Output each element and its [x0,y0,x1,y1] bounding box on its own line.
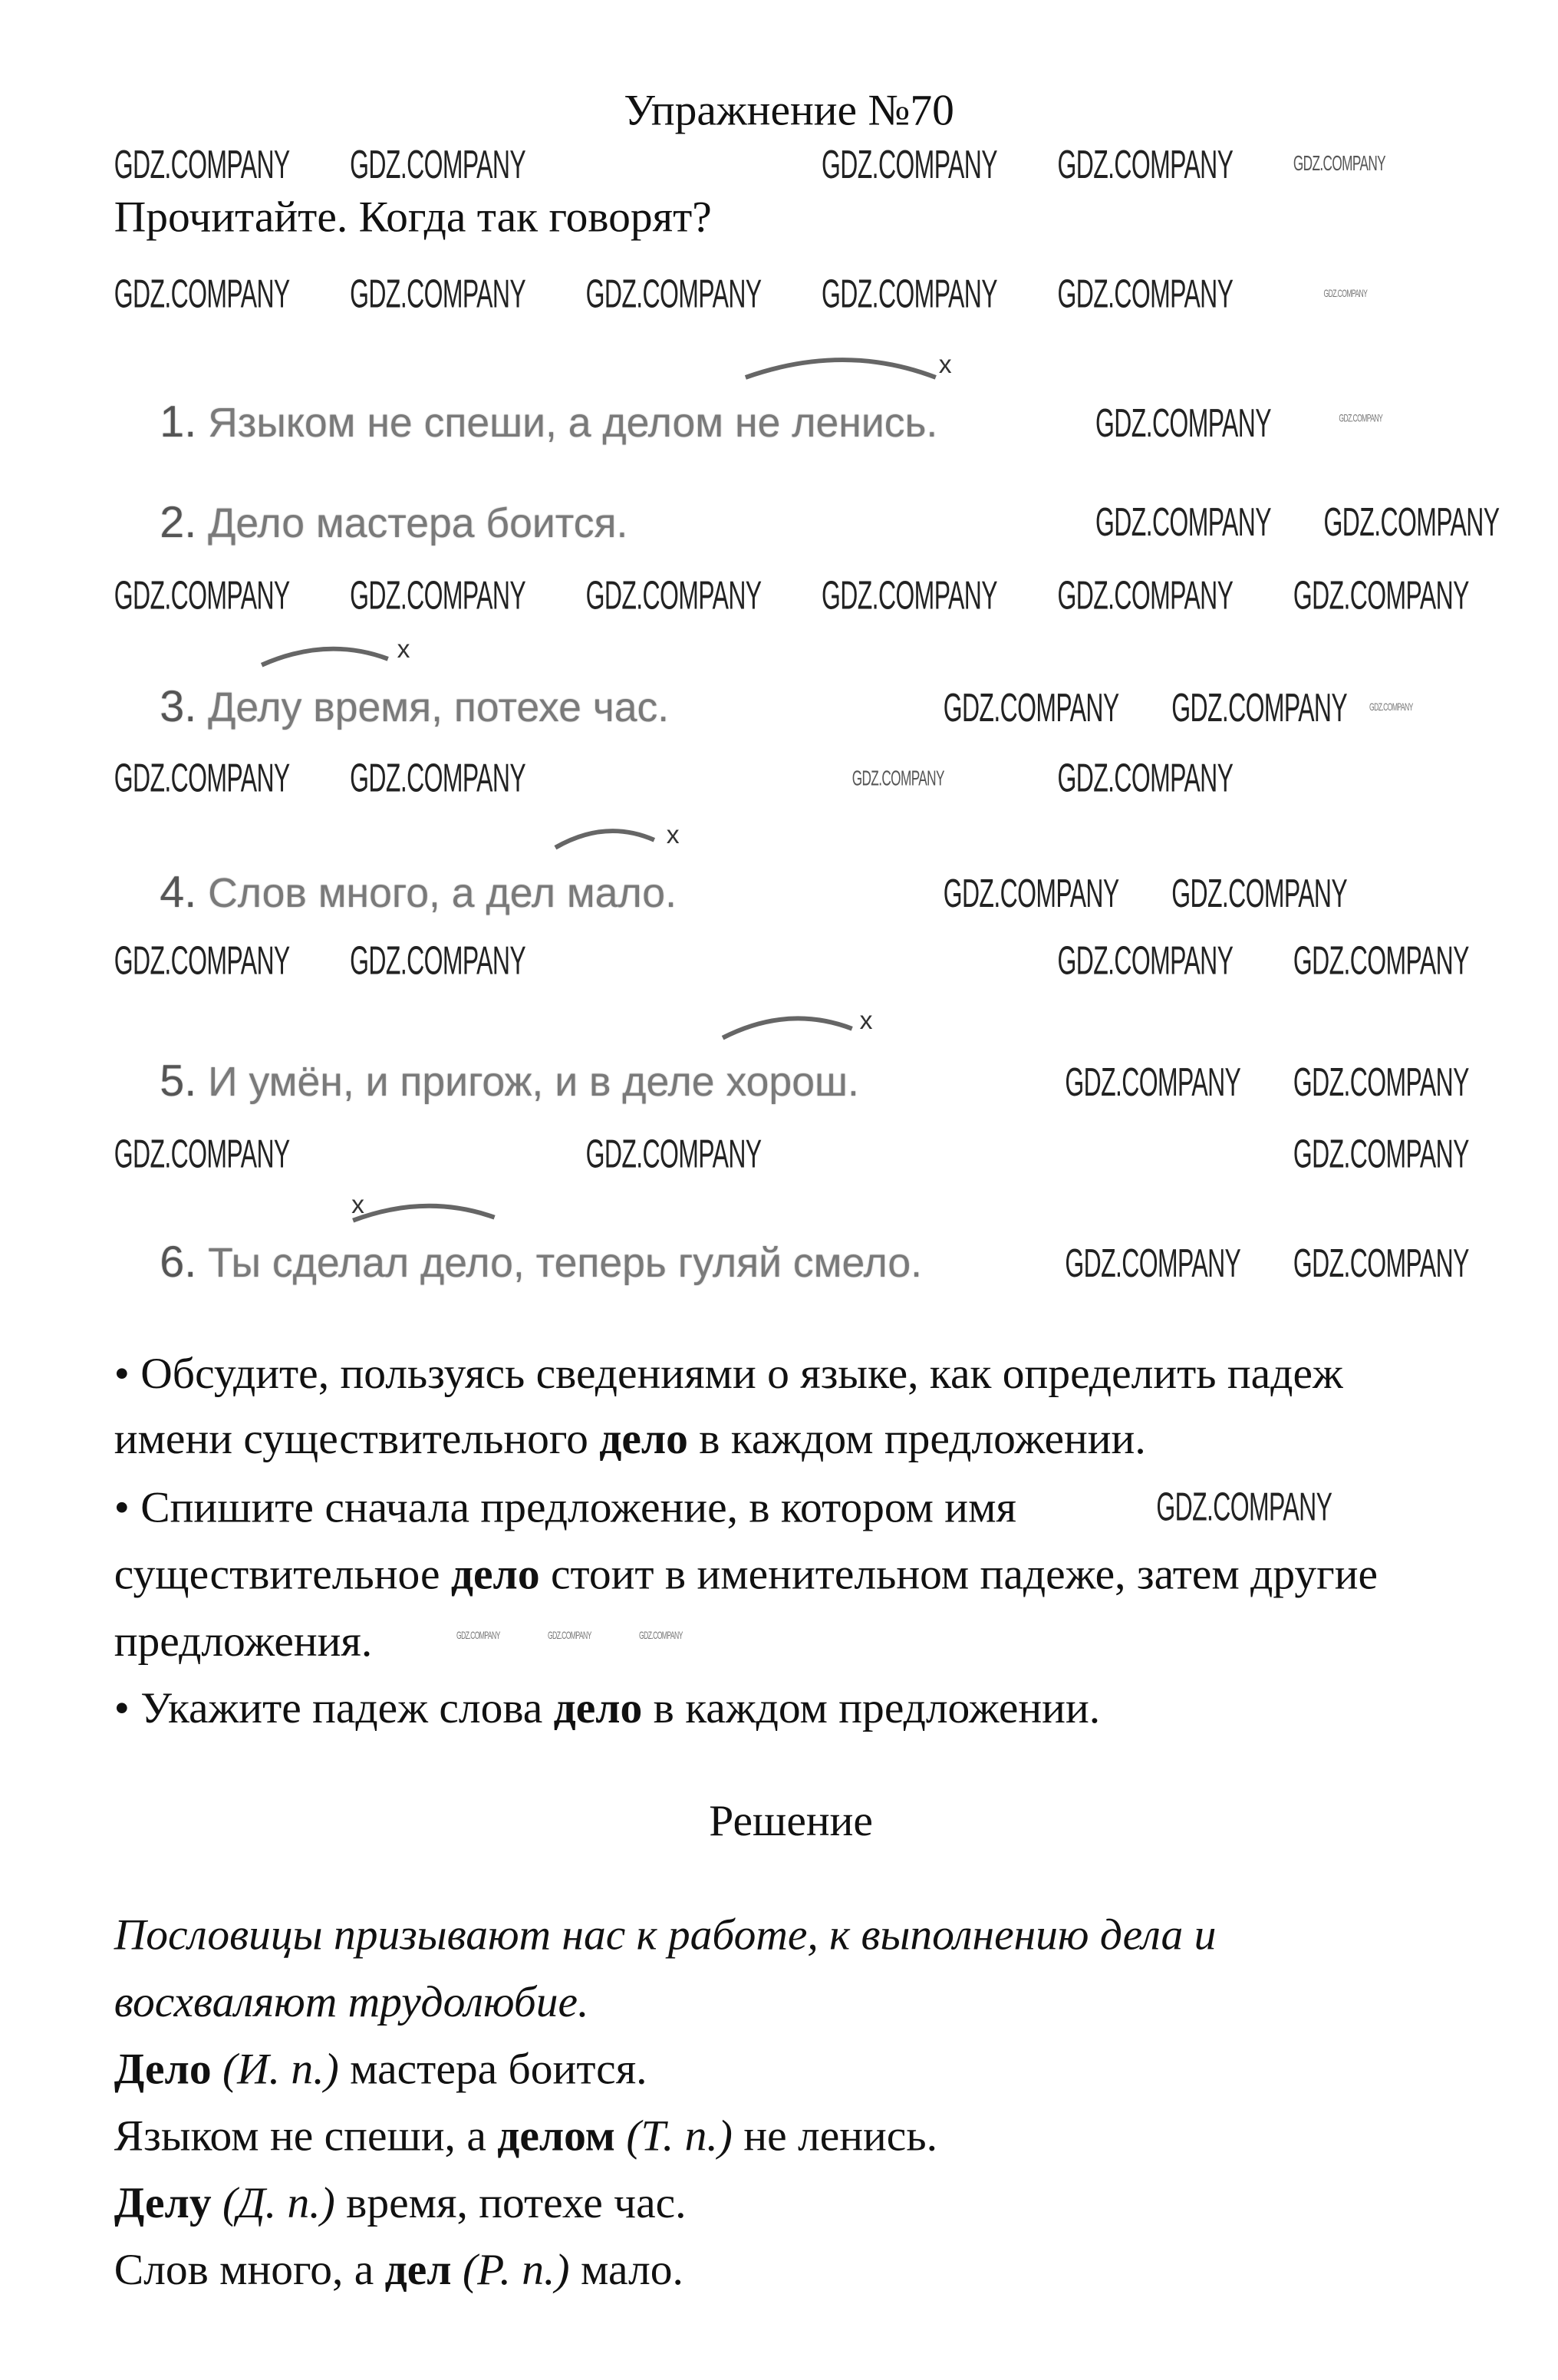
watermark: GDZ.COMPANY [350,937,526,984]
task-keyword: дело [599,1415,688,1465]
watermark: GDZ.COMPANY [1095,499,1271,546]
watermark: GDZ.COMPANY [350,754,526,801]
watermark: GDZ.COMPANY [1293,1130,1469,1177]
task-text: имени существительного [114,1415,600,1465]
watermark: GDZ.COMPANY [851,765,944,790]
proverb-text: Делу время, потехе час. [196,684,670,731]
ending-mark-x: x [666,819,680,849]
task-line: • Спишите сначала предложение, в котором имя [114,1483,1016,1533]
watermark: GDZ.COMPANY [1293,937,1469,984]
proverb-text: Языком не спеши, а делом не ленись. [196,400,938,447]
proverb-text: Ты сделал дело, теперь гуляй смело. [196,1240,923,1286]
watermark: GDZ.COMPANY [350,572,526,618]
case-label: (Т. п.) [614,2111,733,2161]
ending-mark-x: x [938,349,952,379]
ending-mark-x: x [397,634,410,664]
case-word: Дело [114,2045,212,2095]
proverb-number: 2. [160,499,197,549]
watermark: GDZ.COMPANY [1293,1240,1469,1286]
proverb-1 [160,399,937,447]
watermark: GDZ.COMPANY [1293,150,1386,176]
watermark: GDZ.COMPANY [1293,572,1469,618]
watermark: GDZ.COMPANY [943,684,1119,731]
proverb-4 [160,869,677,918]
task-text: в каждом предложении. [687,1415,1146,1465]
line-pre: Слов много, а [114,2246,385,2295]
watermark: GDZ.COMPANY [639,1631,683,1643]
watermark: GDZ.COMPANY [1095,400,1271,447]
watermark: GDZ.COMPANY [114,937,290,984]
proverb-number: 5. [160,1057,197,1106]
proverb-2 [160,499,627,548]
task-text: • Укажите падеж слова [114,1684,554,1734]
watermark: GDZ.COMPANY [943,870,1119,917]
case-label: (Д. п.) [211,2179,335,2228]
watermark: GDZ.COMPANY [114,1130,290,1177]
watermark: GDZ.COMPANY [1065,1059,1241,1105]
line-rest: не ленись. [732,2111,937,2161]
watermark: GDZ.COMPANY [1171,870,1348,917]
task-line [114,1683,1100,1735]
task-keyword: дело [450,1551,540,1600]
proverb-number: 1. [160,398,197,448]
task-line [114,1549,1378,1600]
watermark: GDZ.COMPANY [1323,499,1500,546]
watermark: GDZ.COMPANY [1057,572,1234,618]
watermark: GDZ.COMPANY [114,141,290,187]
proverb-number: 3. [160,683,197,733]
watermark: GDZ.COMPANY [1293,1059,1469,1105]
watermark: GDZ.COMPANY [114,754,290,801]
line-rest: мало. [569,2246,683,2295]
proverb-text: Слов много, а дел мало. [196,870,677,917]
instruction: Прочитайте. Когда так говорят? [114,193,712,242]
solution-line [114,2044,647,2095]
ending-mark-x: x [859,1005,873,1035]
case-word: Делу [114,2179,212,2228]
proverb-text: Дело мастера боится. [196,500,628,547]
ending-arc [353,1206,494,1221]
watermark: GDZ.COMPANY [114,572,290,618]
task-keyword: дело [553,1684,643,1734]
watermark: GDZ.COMPANY [1057,271,1234,317]
case-label: (И. п.) [211,2045,339,2095]
proverb-3 [160,684,669,732]
watermark: GDZ.COMPANY [114,271,290,317]
line-rest: время, потехе час. [334,2179,687,2228]
proverb-6 [160,1238,922,1287]
watermark: GDZ.COMPANY [1065,1240,1241,1286]
task-text: стоит в именительном падеже, затем другие [539,1551,1378,1600]
task-line: • Обсудите, пользуясь сведениями о языке, как определить падеж [114,1350,1343,1399]
task-line [114,1414,1146,1465]
watermark: GDZ.COMPANY [548,1631,591,1643]
solution-heading: Решение [709,1797,873,1846]
watermark: GDZ.COMPANY [350,271,526,317]
ending-arc [723,1018,852,1037]
watermark: GDZ.COMPANY [1171,684,1348,731]
case-word: делом [497,2111,615,2161]
task-line: предложения. [114,1617,373,1666]
watermark: GDZ.COMPANY [1057,141,1234,187]
watermark: GDZ.COMPANY [456,1631,500,1643]
watermark: GDZ.COMPANY [585,271,762,317]
watermark: GDZ.COMPANY [822,271,997,317]
solution-intro: восхваляют трудолюбие. [114,1978,589,2027]
watermark: GDZ.COMPANY [1369,703,1413,714]
watermark: GDZ.COMPANY [822,572,997,618]
solution-line [114,2177,687,2229]
exercise-title: Упражнение №70 [624,87,954,136]
proverb-number: 6. [160,1238,197,1287]
watermark: GDZ.COMPANY [1323,288,1368,300]
ending-arc [262,649,388,665]
task-text: в каждом предложении. [642,1684,1101,1734]
task-text: существительное [114,1551,451,1600]
watermark: GDZ.COMPANY [1339,414,1383,425]
watermark: GDZ.COMPANY [585,572,762,618]
proverb-text: И умён, и пригож, и в деле хорош. [196,1059,859,1105]
proverb-number: 4. [160,869,197,918]
ending-arc [746,360,936,377]
case-label: (Р. п.) [451,2246,570,2295]
watermark: GDZ.COMPANY [1057,754,1234,801]
watermark: GDZ.COMPANY [1057,937,1234,984]
watermark: GDZ.COMPANY [585,1130,762,1177]
case-word: дел [384,2246,452,2295]
watermark: GDZ.COMPANY [350,141,526,187]
solution-intro: Пословицы призывают нас к работе, к выполнению дела и [114,1911,1217,1960]
ending-arc [555,831,654,848]
line-pre: Языком не спеши, а [114,2111,498,2161]
ending-mark-x: x [351,1189,365,1219]
solution-line [114,2245,683,2296]
watermark: GDZ.COMPANY [1156,1483,1332,1530]
proverb-5 [160,1057,859,1106]
line-rest: мастера боится. [338,2045,647,2095]
solution-line [114,2111,937,2162]
watermark: GDZ.COMPANY [822,141,997,187]
